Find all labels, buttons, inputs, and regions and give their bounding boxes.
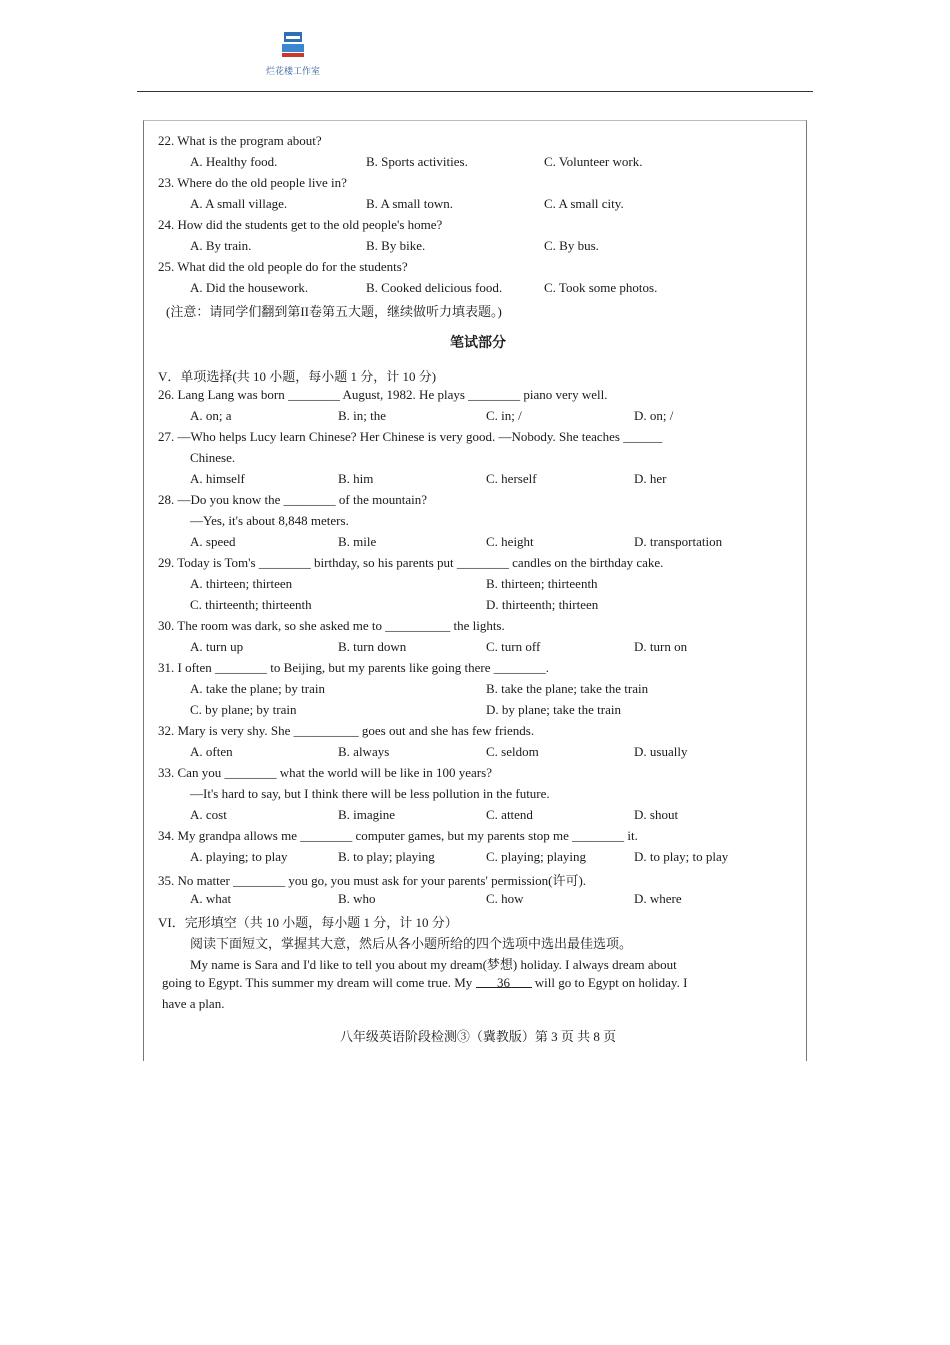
question-33: 33. Can you ________ what the world will be like in 100 years?	[158, 765, 492, 780]
q31-option-c: C. by plane; by train	[190, 702, 297, 717]
question-26: 26. Lang Lang was born ________ August, 1982. He plays ________ piano very well.	[158, 387, 608, 402]
q24-option-c: C. By bus.	[544, 238, 599, 253]
q32-option-c: C. seldom	[486, 744, 539, 759]
q27-option-d: D. her	[634, 471, 667, 486]
q34-option-d: D. to play; to play	[634, 849, 729, 864]
q29-option-c: C. thirteenth; thirteenth	[190, 597, 312, 612]
q26-option-b: B. in; the	[338, 408, 387, 423]
section-5-title: V．单项选择(共 10 小题，每小题 1 分，计 10 分)	[158, 369, 437, 384]
passage-line-2	[162, 975, 687, 991]
q30-option-b: B. turn down	[338, 639, 407, 654]
q32-option-d: D. usually	[634, 744, 688, 759]
q33-option-b: B. imagine	[338, 807, 396, 822]
q31-option-d: D. by plane; take the train	[486, 702, 622, 717]
passage-line-1: My name is Sara and I'd like to tell you about my dream(梦想) holiday. I always dream about	[190, 957, 677, 972]
question-29: 29. Today is Tom's ________ birthday, so his parents put ________ candles on the birthday cake.	[158, 555, 664, 570]
q35-option-b: B. who	[338, 891, 376, 906]
logo-text: 烂花楼工作室	[265, 67, 320, 77]
question-28-cont: —Yes, it's about 8,848 meters.	[190, 513, 349, 528]
q30-option-d: D. turn on	[634, 639, 688, 654]
question-32: 32. Mary is very shy. She __________ goes out and she has few friends.	[158, 723, 535, 738]
q32-option-b: B. always	[338, 744, 390, 759]
page-footer: 八年级英语阶段检测③（冀教版）第 3 页 共 8 页	[339, 1029, 617, 1044]
blank-36-number: 36	[497, 975, 511, 990]
question-33-cont: —It's hard to say, but I think there will be less pollution in the future.	[190, 786, 550, 801]
question-27: 27. —Who helps Lucy learn Chinese? Her Chinese is very good. —Nobody. She teaches ______	[158, 429, 663, 444]
q29-option-b: B. thirteen; thirteenth	[486, 576, 598, 591]
q22-option-c: C. Volunteer work.	[544, 154, 643, 169]
q23-option-a: A. A small village.	[190, 196, 288, 211]
question-34: 34. My grandpa allows me ________ computer games, but my parents stop me ________ it.	[158, 828, 638, 843]
q33-option-d: D. shout	[634, 807, 679, 822]
logo-icon	[282, 32, 304, 58]
q23-option-b: B. A small town.	[366, 196, 454, 211]
q24-option-a: A. By train.	[190, 238, 252, 253]
written-section-title: 笔试部分	[450, 336, 506, 351]
studio-logo	[262, 32, 324, 77]
blank-36	[476, 975, 532, 988]
q23-option-c: C. A small city.	[544, 196, 624, 211]
q22-option-a: A. Healthy food.	[190, 154, 278, 169]
q26-option-d: D. on; /	[634, 408, 674, 423]
header-divider	[137, 91, 813, 92]
q34-option-c: C. playing; playing	[486, 849, 587, 864]
q33-option-c: C. attend	[486, 807, 533, 822]
section-6-instruction: 阅读下面短文，掌握其大意，然后从各小题所给的四个选项中选出最佳选项。	[190, 936, 633, 951]
question-22: 22. What is the program about?	[158, 133, 322, 148]
q28-option-d: D. transportation	[634, 534, 723, 549]
question-31: 31. I often ________ to Beijing, but my parents like going there ________.	[158, 660, 550, 675]
q30-option-a: A. turn up	[190, 639, 244, 654]
passage-line-3: have a plan.	[162, 996, 225, 1011]
passage-line-2-start: going to Egypt. This summer my dream will come true. My	[162, 975, 473, 990]
question-27-cont: Chinese.	[190, 450, 236, 465]
q28-option-b: B. mile	[338, 534, 377, 549]
q29-option-a: A. thirteen; thirteen	[190, 576, 293, 591]
passage-line-2-end: will go to Egypt on holiday. I	[534, 975, 688, 990]
question-23: 23. Where do the old people live in?	[158, 175, 347, 190]
section-6-title: VI．完形填空（共 10 小题，每小题 1 分，计 10 分）	[158, 915, 458, 930]
q25-option-a: A. Did the housework.	[190, 280, 309, 295]
q25-option-b: B. Cooked delicious food.	[366, 280, 503, 295]
q35-option-c: C. how	[486, 891, 524, 906]
question-25: 25. What did the old people do for the students?	[158, 259, 408, 274]
q26-option-a: A. on; a	[190, 408, 232, 423]
q27-option-b: B. him	[338, 471, 374, 486]
q35-option-a: A. what	[190, 891, 232, 906]
q28-option-c: C. height	[486, 534, 534, 549]
question-35: 35. No matter ________ you go, you must ask for your parents' permission(许可).	[158, 873, 587, 888]
q26-option-c: C. in; /	[486, 408, 522, 423]
q28-option-a: A. speed	[190, 534, 236, 549]
q33-option-a: A. cost	[190, 807, 227, 822]
listening-note: (注意：请同学们翻到第II卷第五大题，继续做听力填表题。)	[166, 304, 502, 319]
question-30: 30. The room was dark, so she asked me to __________ the lights.	[158, 618, 505, 633]
q32-option-a: A. often	[190, 744, 233, 759]
q34-option-b: B. to play; playing	[338, 849, 435, 864]
q34-option-a: A. playing; to play	[190, 849, 288, 864]
q27-option-c: C. herself	[486, 471, 537, 486]
question-28: 28. —Do you know the ________ of the mountain?	[158, 492, 427, 507]
q27-option-a: A. himself	[190, 471, 245, 486]
q30-option-c: C. turn off	[486, 639, 541, 654]
q31-option-a: A. take the plane; by train	[190, 681, 326, 696]
q25-option-c: C. Took some photos.	[544, 280, 658, 295]
question-24: 24. How did the students get to the old people's home?	[158, 217, 443, 232]
q31-option-b: B. take the plane; take the train	[486, 681, 649, 696]
q22-option-b: B. Sports activities.	[366, 154, 468, 169]
q29-option-d: D. thirteenth; thirteen	[486, 597, 599, 612]
q35-option-d: D. where	[634, 891, 682, 906]
q24-option-b: B. By bike.	[366, 238, 426, 253]
